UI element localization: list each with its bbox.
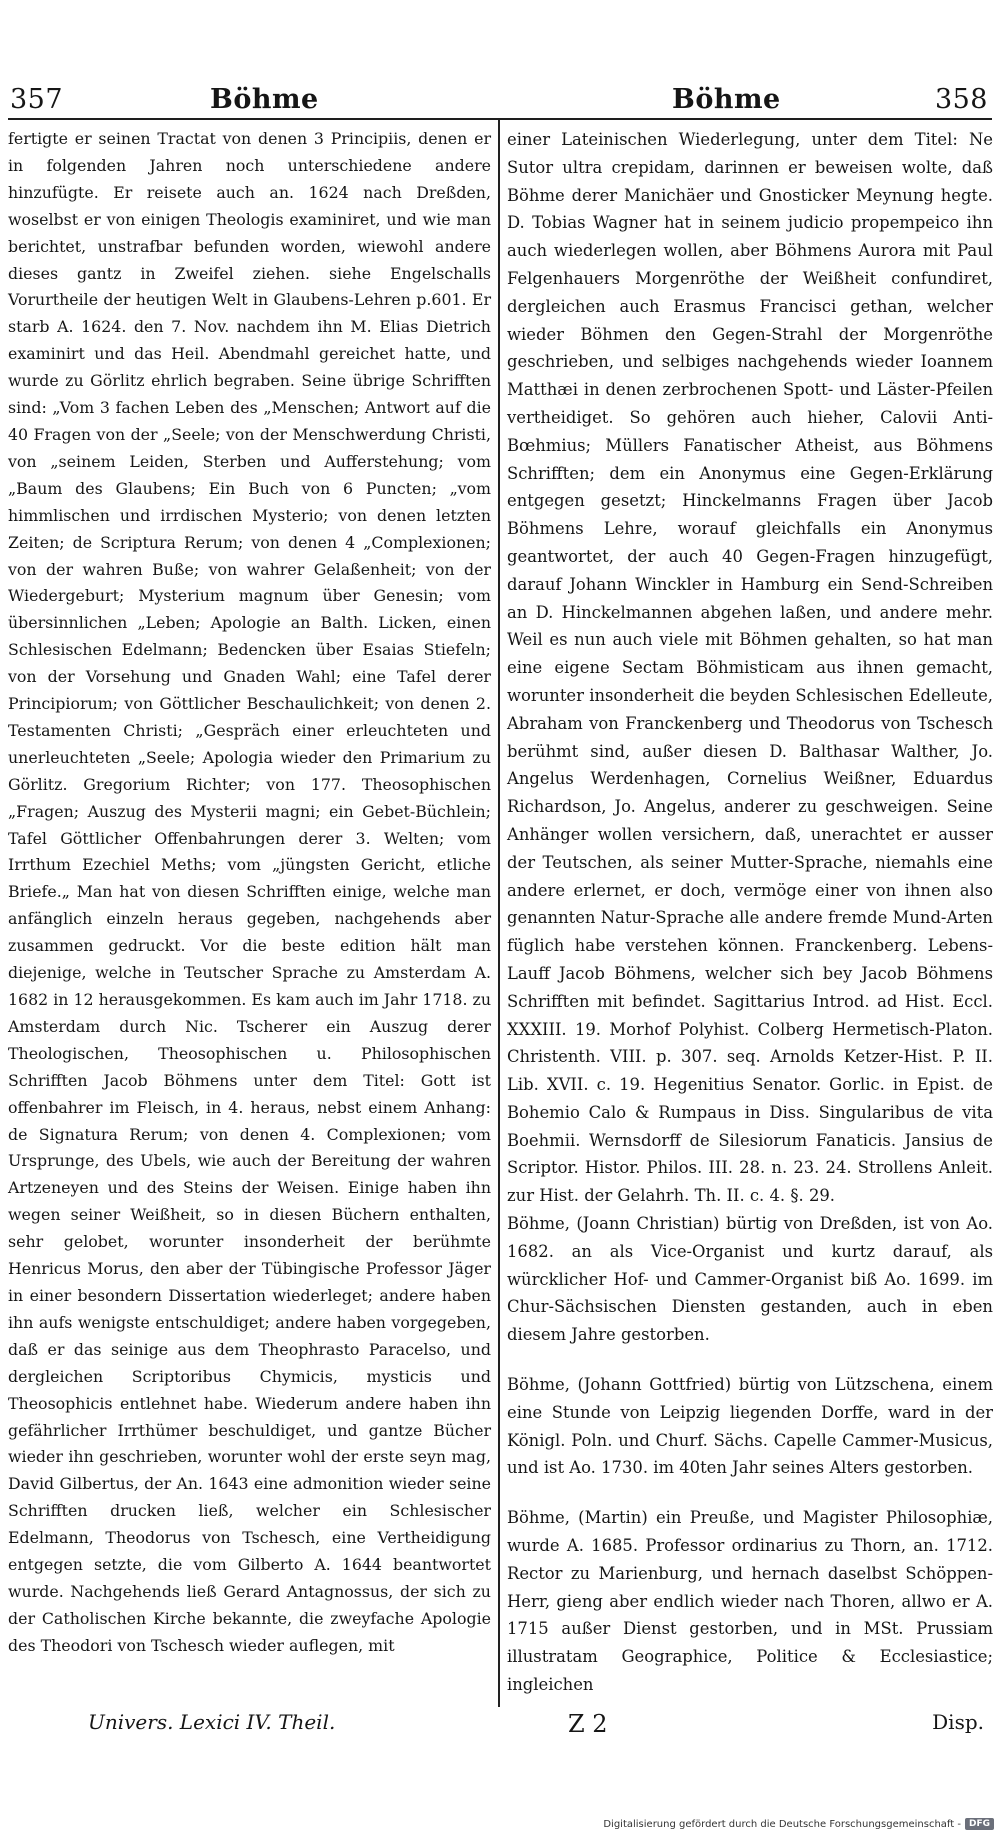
credit-text: Digitalisierung gefördert durch die Deutsche Forschungsgemeinschaft -	[603, 1818, 961, 1830]
running-title-right: Böhme	[672, 84, 781, 115]
right-column	[507, 126, 993, 1699]
dfg-logo: DFG	[965, 1818, 994, 1830]
catchword: Disp.	[932, 1710, 984, 1734]
left-column	[8, 126, 491, 1660]
page-footer	[8, 1710, 992, 1746]
entry-boehme-martin: Böhme, (Martin) ein Preuße, und Magister Philosophiæ, wurde A. 1685. Professor ordinarius zu Thorn, an. 1712. Rector zu Marienburg, und hernach daselbst Schöppen-Herr, gieng aber endlich wieder nach Thoren, allwo er A. 1715 außer Dienst gestorben, und in MSt. Prussiam illustratam Geographice, Politice & Ecclesiastice; ingleichen	[507, 1508, 993, 1695]
continuation-text: einer Lateinischen Wiederlegung, unter dem Titel: Ne Sutor ultra crepidam, darinnen er beweisen wolte, daß Böhme derer Manichäer und Gnosticker Meynung hegte. D. Tobias Wagner hat in seinem judicio propempeico ihn auch wiederlegen wollen, aber Böhmens Aurora mit Paul Felgenhauers Morgenröthe der Weißheit confundiret, dergleichen auch Erasmus Francisci gethan, welcher wieder Böhmen den Gegen-Strahl der Morgenröthe geschrieben, und selbiges nachgehends wieder Ioannem Matthæi in denen zerbrochenen Spott- und Läster-Pfeilen vertheidiget. So gehören auch hieher, Calovii Anti-Bœhmius; Müllers Fanatischer Atheist, aus Böhmens Schrifften; dem ein Anonymus eine Gegen-Erklärung entgegen gesetzt; Hinckelmanns Fragen über Jacob Böhmens Lehre, worauf gleichfalls ein Anonymus geantwortet, der auch 40 Gegen-Fragen hinzugefügt, darauf Johann Winckler in Hamburg ein Send-Schreiben an D. Hinckelmannen abgehen laßen, und andere mehr. Weil es nun auch viele mit Böhmen gehalten, so hat man eine eigene Sectam Böhmisticam aus ihnen gemacht, worunter insonderheit die beyden Schlesischen Edelleute, Abraham von Franckenberg und Theodorus von Tschesch berühmt sind, außer diesen D. Balthasar Walther, Jo. Angelus Werdenhagen, Cornelius Weißner, Eduardus Richardson, Jo. Angelus, anderer zu geschweigen. Seine Anhänger wollen versichern, daß, unerachtet er ausser der Teutschen, als seiner Mutter-Sprache, niemahls eine andere erlernet, er doch, vermöge einer von ihnen also genannten Natur-Sprache alle andere fremde Mund-Arten füglich habe verstehen können. Franckenberg. Lebens-Lauff Jacob Böhmens, welcher sich bey Jacob Böhmens Schrifften mit befindet. Sagittarius Introd. ad Hist. Eccl. XXXIII. 19. Morhof Polyhist. Colberg Hermetisch-Platon. Christenth. VIII. p. 307. seq. Arnolds Ketzer-Hist. P. II. Lib. XVII. c. 19. Hegenitius Senator. Gorlic. in Epist. de Bohemio Calo & Rumpaus in Diss. Singularibus de vita Boehmii. Wernsdorff de Silesiorum Fanaticis. Jansius de Scriptor. Histor. Philos. III. 28. n. 23. 24. Strollens Anleit. zur Hist. der Gelahrh. Th. II. c. 4. §. 29.	[507, 130, 993, 1206]
page-number-left: 357	[10, 84, 64, 115]
entry-boehme-johann-gottfried: Böhme, (Johann Gottfried) bürtig von Lützschena, einem eine Stunde von Leipzig liegenden Dorffe, ward in der Königl. Poln. und Churf. Sächs. Capelle Cammer-Musicus, und ist Ao. 1730. im 40ten Jahr seines Alters gestorben.	[507, 1375, 993, 1478]
digitization-credit	[603, 1818, 994, 1830]
left-column-text: fertigte er seinen Tractat von denen 3 Principiis, denen er in folgenden Jahren noch unterschiedene andere hinzufügte. Er reisete auch an. 1624 nach Dreßden, woselbst er von einigen Theologis examiniret, und wie man berichtet, unstrafbar befunden worden, wiewohl andere dieses gantz in Zweifel ziehen. siehe Engelschalls Vorurtheile der heutigen Welt in Glaubens-Lehren p.601. Er starb A. 1624. den 7. Nov. nachdem ihn M. Elias Dietrich examinirt und das Heil. Abendmahl gereichet hatte, und wurde zu Görlitz ehrlich begraben. Seine übrige Schrifften sind: „Vom 3 fachen Leben des „Menschen; Antwort auf die 40 Fragen von der „Seele; von der Menschwerdung Christi, von „seinem Leiden, Sterben und Aufferstehung; vom „Baum des Glaubens; Ein Buch von 6 Puncten; „vom himmlischen und irrdischen Mysterio; von denen letzten Zeiten; de Scriptura Rerum; von denen 4 „Complexionen; von der wahren Buße; von wahrer Gelaßenheit; von der Wiedergeburt; Mysterium magnum über Genesin; vom übersinnlichen „Leben; Apologie an Balth. Licken, einen Schlesischen Edelmann; Bedencken über Esaias Stiefeln; von der Vorsehung und Gnaden Wahl; eine Tafel derer Principiorum; von Göttlicher Beschaulichkeit; von denen 2. Testamenten Christi; „Gespräch einer erleuchteten und unerleuchteten „Seele; Apologia wieder den Primarium zu Görlitz. Gregorium Richter; von 177. Theosophischen „Fragen; Auszug des Mysterii magni; ein Gebet-Büchlein; Tafel Göttlicher Offenbahrungen derer 3. Welten; vom Irrthum Ezechiel Meths; vom „jüngsten Gericht, etliche Briefe.„ Man hat von diesen Schrifften einige, welche man anfänglich einzeln heraus gegeben, nachgehends aber zusammen gedruckt. Vor die beste edition hält man diejenige, welche in Teutscher Sprache zu Amsterdam A. 1682 in 12 herausgekommen. Es kam auch im Jahr 1718. zu Amsterdam durch Nic. Tscherer ein Auszug derer Theologischen, Theosophischen u. Philosophischen Schrifften Jacob Böhmens unter dem Titel: Gott ist offenbahrer im Fleisch, in 4. heraus, nebst einem Anhang: de Signatura Rerum; von denen 4. Complexionen; vom Ursprunge, des Ubels, wie auch der Bereitung der wahren Artzeneyen und des Steins der Weisen. Einige haben ihn wegen seiner Weißheit, so in diesen Büchern enthalten, sehr gelobet, worunter insonderheit der berühmte Henricus Morus, den aber der Tübingische Professor Jäger in einer besondern Dissertation wiederleget; andere haben ihn aufs wenigste entschuldiget; andere haben vorgegeben, daß er das seinige aus dem Theophrasto Paracelso, und dergleichen Scriptoribus Chymicis, mysticis und Theosophicis entlehnet habe. Wiederum andere haben ihn gefährlicher Irrthümer beschuldiget, und gantze Bücher wieder ihn geschrieben, worunter wohl der erste seyn mag, David Gilbertus, der An. 1643 eine admonition wieder seine Schrifften drucken ließ, welcher ein Schlesischer Edelmann, Theodorus von Tschesch, eine Vertheidigung entgegen setzte, die vom Gilberto A. 1644 beantwortet wurde. Nachgehends ließ Gerard Antagnossus, der sich zu der Catholischen Kirche bekannte, die zweyfache Apologie des Theodori von Tschesch wieder auflegen, mit	[8, 129, 492, 1655]
signature-mark: Z 2	[568, 1710, 608, 1738]
header-rule	[8, 118, 992, 120]
running-title-left: Böhme	[210, 84, 319, 115]
signature-line: Univers. Lexici IV. Theil.	[88, 1710, 336, 1734]
column-divider	[498, 120, 500, 1707]
entry-boehme-joann-christian: Böhme, (Joann Christian) bürtig von Dreßden, ist von Ao. 1682. an als Vice-Organist und kurtz darauf, als würcklicher Hof- und Cammer-Organist biß Ao. 1699. im Chur-Sächsischen Diensten gestanden, auch in eben diesem Jahre gestorben.	[507, 1214, 993, 1345]
page-number-right: 358	[934, 84, 988, 115]
